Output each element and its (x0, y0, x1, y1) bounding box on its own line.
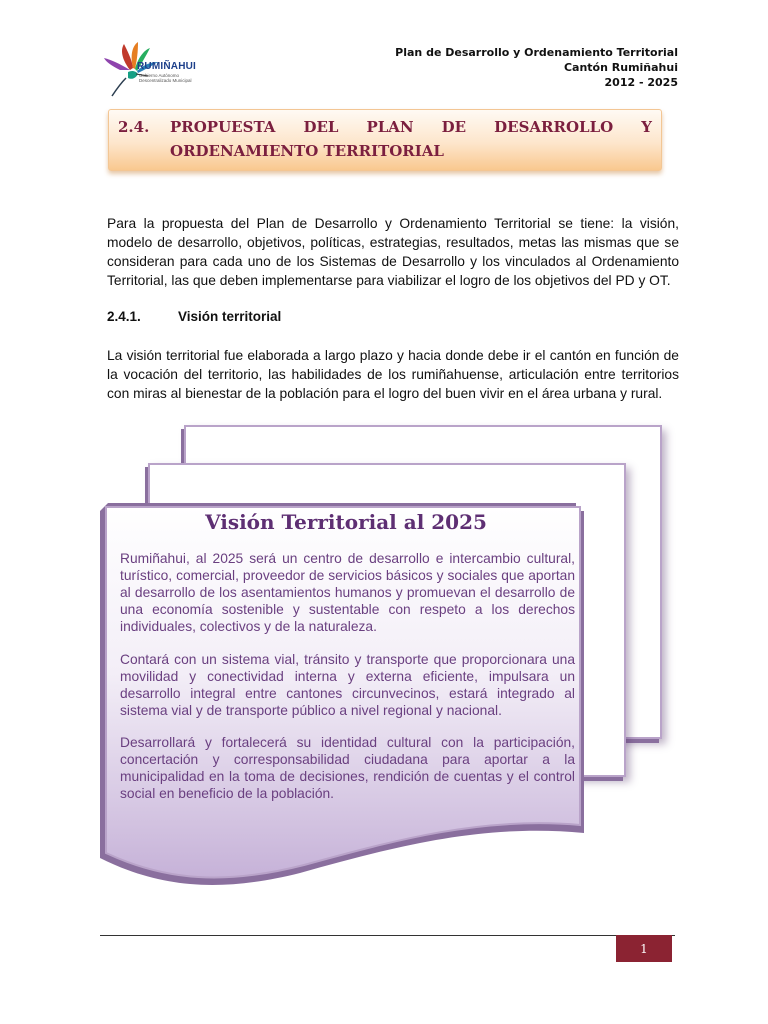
section-title-word: DE (441, 118, 467, 136)
section-title-line2: ORDENAMIENTO TERRITORIAL (170, 142, 444, 160)
footer-divider (100, 935, 675, 936)
section-title-word: DEL (303, 118, 339, 136)
subsection-title: Visión territorial (178, 309, 282, 324)
section-title-word: PLAN (366, 118, 414, 136)
section-title-word: PROPUESTA (170, 118, 276, 136)
section-title-word: DESARROLLO (494, 118, 614, 136)
vision-box-title: Visión Territorial al 2025 (205, 510, 487, 534)
vision-paragraph-2: Contará con un sistema vial, tránsito y transporte que proporcionara una movilidad y conectividad interna y externa eficiente, impulsara un desarrollo integral entre cantones circunvecinos, estará integrado al sistema vial y de transporte público a nivel regional y nacional. (120, 652, 575, 718)
intro-paragraph: Para la propuesta del Plan de Desarrollo y Ordenamiento Territorial se tiene: la visión, modelo de desarrollo, objetivos, políticas, estrategias, resultados, metas las mismas que se consideran para cada uno de los Sistemas de Desarrollo y los vinculados al Ordenamiento Territorial, las que deben implementarse para viabilizar el logro de los objetivos del PD y OT. (107, 216, 679, 288)
header-years: 2012 - 2025 (604, 76, 678, 89)
header-canton: Cantón Rumiñahui (563, 61, 678, 74)
vision-paragraph-1: Rumiñahui, al 2025 será un centro de desarrollo e intercambio cultural, turístico, comercial, proveedor de servicios básicos y sociales que aportan al desarrollo de los asentamientos humanos y promuevan el desarrollo de una economía sostenible y sustentable con respeto a los derechos individuales, colectivos y de la naturaleza. (120, 551, 575, 634)
logo-name: RUMIÑAHUI (137, 61, 197, 72)
vision-intro-paragraph: La visión territorial fue elaborada a largo plazo y hacia donde debe ir el cantón en función de la vocación del territorio, las habilidades de los rumiñahuense, articulación entre territorios con miras al bienestar de la población para el logro del buen vivir en el área urbana y rural. (107, 348, 679, 401)
page-number: 1 (616, 935, 672, 962)
section-title-line1 (170, 118, 652, 136)
subsection-number: 2.4.1. (107, 309, 141, 324)
logo-subtitle: Gobierno Autónomo Descentralizado Municipal (139, 73, 192, 83)
vision-paragraph-3: Desarrollará y fortalecerá su identidad cultural con la participación, concertación y corresponsabilidad ciudadana para aportar a la municipalidad en la toma de decisiones, rendición de cuentas y el control social en beneficio de la población. (120, 735, 575, 801)
header-plan-title: Plan de Desarrollo y Ordenamiento Territorial (395, 46, 678, 59)
section-number: 2.4. (118, 118, 150, 136)
section-title-word: Y (641, 118, 652, 136)
